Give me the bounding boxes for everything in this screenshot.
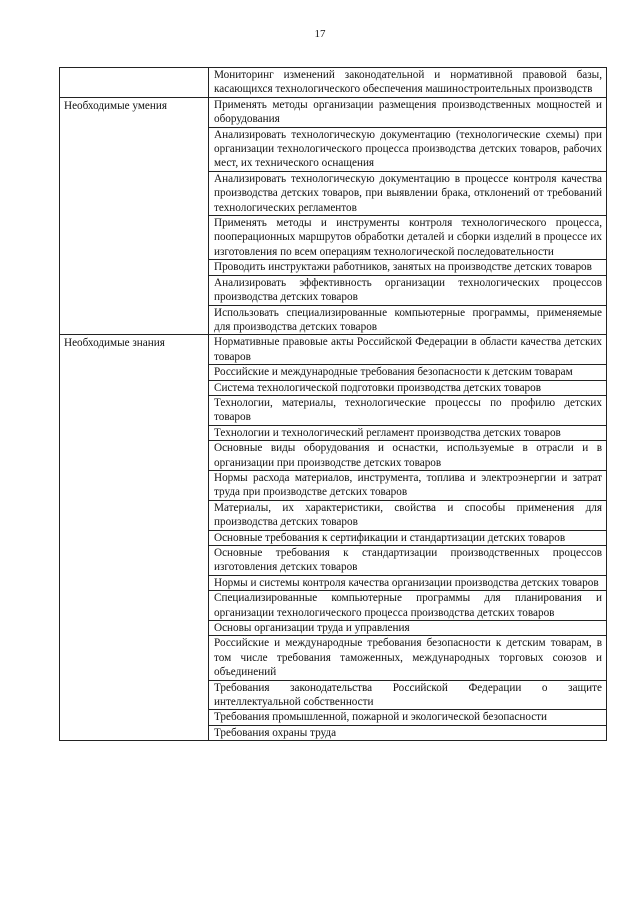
list-item: Технологии, материалы, технологические процессы по профилю детских товаров — [209, 396, 606, 426]
list-item: Использовать специализированные компьютерные программы, применяемые для производства детских товаров — [214, 306, 602, 333]
skills-items — [209, 97, 607, 335]
list-item: Требования законодательства Российской Федерации о защите интеллектуальной собственности — [209, 681, 606, 711]
list-item: Российские и международные требования безопасности к детским товарам — [209, 365, 606, 380]
list-item: Специализированные компьютерные программы для планирования и организации технологического процесса производства детских товаров — [209, 591, 606, 621]
list-item: Основные виды оборудования и оснастки, используемые в отрасли и в организации при производстве детских товаров — [209, 441, 606, 471]
section-label-knowledge: Необходимые знания — [60, 335, 209, 741]
list-item: Применять методы организации размещения производственных мощностей и оборудования — [209, 98, 606, 128]
list-item: Применять методы и инструменты контроля технологического процесса, пооперационных маршрутов обработки деталей и сборки изделий в процессе их изготовления по всем операциям технологической последовательности — [209, 216, 606, 260]
table-row — [60, 68, 607, 98]
competency-table — [59, 67, 607, 741]
list-item: Нормы и системы контроля качества организации производства детских товаров — [209, 576, 606, 591]
list-item: Проводить инструктажи работников, занятых на производстве детских товаров — [209, 260, 606, 275]
knowledge-items — [209, 335, 607, 741]
section-label-skills: Необходимые умения — [60, 97, 209, 335]
list-item: Требования охраны труда — [214, 726, 337, 739]
list-item: Нормативные правовые акты Российской Федерации в области качества детских товаров — [209, 335, 606, 365]
list-item: Российские и международные требования безопасности к детским товарам, в том числе требования таможенных, международных торговых союзов и объединений — [209, 636, 606, 680]
list-item: Основные требования к стандартизации производственных процессов изготовления детских товаров — [209, 546, 606, 576]
list-item: Основные требования к сертификации и стандартизации детских товаров — [209, 531, 606, 546]
list-item: Материалы, их характеристики, свойства и способы применения для производства детских товаров — [209, 501, 606, 531]
table-row — [60, 97, 607, 335]
section-label — [60, 68, 209, 98]
list-item: Нормы расхода материалов, инструмента, топлива и электроэнергии и затрат труда при производстве детских товаров — [209, 471, 606, 501]
list-item: Основы организации труда и управления — [209, 621, 606, 636]
list-item: Мониторинг изменений законодательной и нормативной правовой базы, касающихся технологического обеспечения машиностроительных производств — [214, 69, 602, 96]
list-item: Анализировать технологическую документацию в процессе контроля качества производства детских товаров, при выявлении брака, отклонений от требований технологических регламентов — [209, 172, 606, 216]
table-row — [60, 335, 607, 741]
list-item: Анализировать эффективность организации технологических процессов производства детских товаров — [209, 276, 606, 306]
section-items — [209, 68, 607, 98]
list-item: Требования промышленной, пожарной и экологической безопасности — [209, 710, 606, 725]
list-item: Технологии и технологический регламент производства детских товаров — [209, 426, 606, 441]
list-item: Система технологической подготовки производства детских товаров — [209, 381, 606, 396]
page-number: 17 — [314, 28, 326, 40]
list-item: Анализировать технологическую документацию (технологические схемы) при организации технологического процесса производства детских товаров, рабочих мест, их технического оснащения — [209, 128, 606, 172]
